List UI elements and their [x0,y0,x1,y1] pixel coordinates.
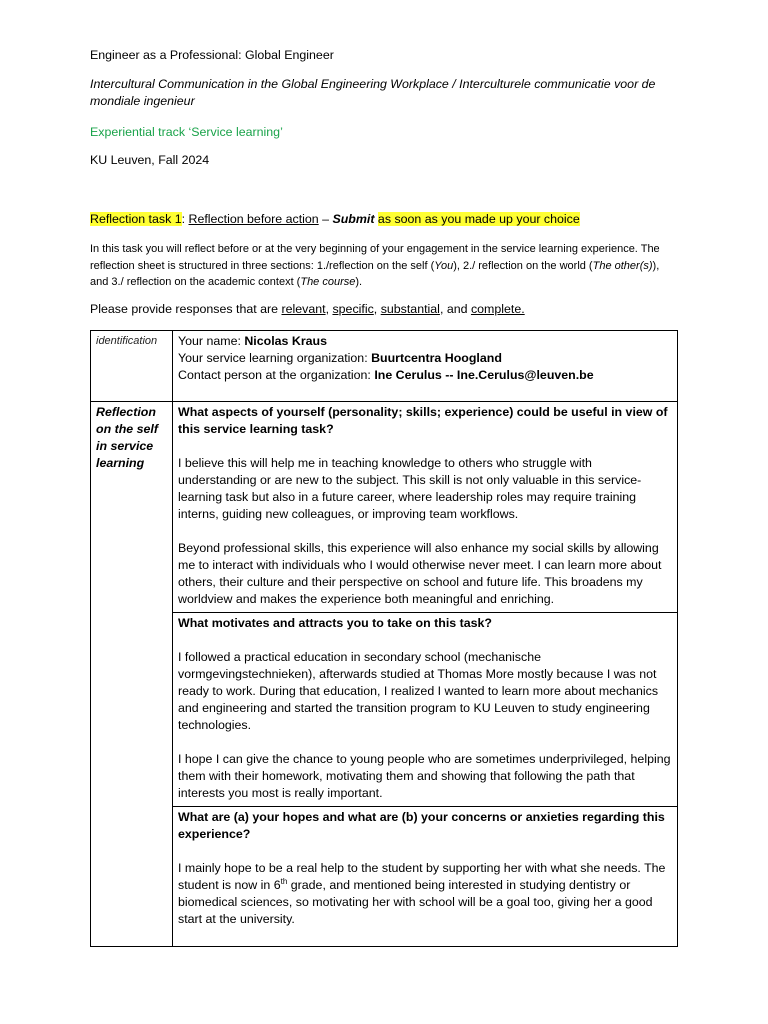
separator: , and [439,302,471,316]
identification-row [91,331,678,402]
answer-2-paragraph-1: I followed a practical education in secondary school (mechanische vormgevingstechnieken), afterwards studied at Thomas More mostly because I was not ready to work. During that education, I realized I wanted to learn more about mechanics and engineering and started the transition program to KU Leuven to study engineering technologies. [178,650,659,732]
answer-cell-2 [173,613,678,807]
intro-paragraph [90,241,680,291]
answer-3-paragraph-1 [178,860,672,928]
separator: , [325,302,333,316]
criterion-complete: complete. [470,302,525,316]
reflection-row-3 [91,807,678,947]
task-deadline: as soon as you made up your choice [377,212,580,226]
intro-text: ), and 3./ reflection on the academic context ( [90,259,660,288]
criterion-specific: specific [332,302,374,316]
intro-text: In this task you will reflect before or at the very beginning of your engagement in the service learning experience. The reflection sheet is structured in three sections: 1./reflection on the self ( [90,243,660,272]
intro-text: ), 2./ reflection on the world ( [453,259,593,272]
separator: , [373,302,381,316]
reflection-table [90,330,678,947]
reflection-row-2 [91,613,678,807]
answer-3-text: grade, and mentioned being interested in studying dentistry or biomedical sciences, so motivating her with school will be a goal too, giving her a good start at the university. [178,878,653,926]
intro-you: You [434,259,454,272]
question-2: What motivates and attracts you to take on this task? [178,616,492,630]
contact-value: Ine Cerulus -- Ine.Cerulus@leuven.be [374,368,594,382]
criterion-relevant: relevant [281,302,326,316]
answer-2-paragraph-2: I hope I can give the chance to young people who are sometimes underprivileged, helping them with their homework, motivating them and showing that following the path that interests you most is really important. [178,752,671,800]
reflection-row-1 [91,402,678,613]
answer-3-text: I mainly hope to be a real help to the student by supporting her with what she needs. The student is now in 6 [178,861,666,892]
question-1: What aspects of yourself (personality; skills; experience) could be useful in view of this service learning task? [178,405,668,436]
answer-1-paragraph-1: I believe this will help me in teaching knowledge to others who struggle with understanding or are new to the subject. This skill is not only valuable in this service-learning task but also in a future career, where leadership roles may require training interns, guiding new colleagues, or improving team workflows. [178,456,642,521]
question-3: What are (a) your hopes and what are (b) your concerns or anxieties regarding this experience? [178,810,665,841]
track-label: Experiential track ‘Service learning’ [90,125,283,139]
answer-1-paragraph-2: Beyond professional skills, this experience will also enhance my social skills by allowing me to interact with individuals who I would otherwise never meet. I can learn more about others, their culture and their perspective on school and future life. This broadens my worldview and makes the experience both meaningful and enriching. [178,541,662,606]
org-line [178,350,672,367]
answer-cell-1 [173,402,678,613]
contact-label: Contact person at the organization: [178,368,375,382]
instructions [90,301,525,318]
name-value: Nicolas Kraus [244,334,327,348]
task-colon: : [181,212,189,226]
task-title: Reflection before action [188,212,319,226]
task-submit: Submit [332,212,375,226]
criterion-substantial: substantial [380,302,440,316]
contact-line [178,367,672,384]
task-dash: – [318,212,333,226]
identification-cell [173,331,678,402]
course-subtitle: Intercultural Communication in the Global Engineering Workplace / Interculturele communicatie voor de mondiale ingenieur [90,77,656,108]
name-label: Your name: [178,334,245,348]
term-label: KU Leuven, Fall 2024 [90,153,210,167]
org-value: Buurtcentra Hoogland [371,351,502,365]
identification-label: identification [91,331,173,402]
intro-other: The other(s) [592,259,653,272]
task-heading [90,211,580,228]
intro-text: ). [355,276,363,288]
grade-superscript: th [280,876,288,886]
intro-course: The course [300,276,356,288]
name-line [178,333,672,350]
section-self-label: Reflection on the self in service learning [91,402,173,947]
org-label: Your service learning organization: [178,351,372,365]
task-prefix: Reflection task 1 [90,212,182,226]
answer-cell-3 [173,807,678,947]
course-title: Engineer as a Professional: Global Engineer [90,48,334,62]
instructions-lead: Please provide responses that are [90,302,282,316]
